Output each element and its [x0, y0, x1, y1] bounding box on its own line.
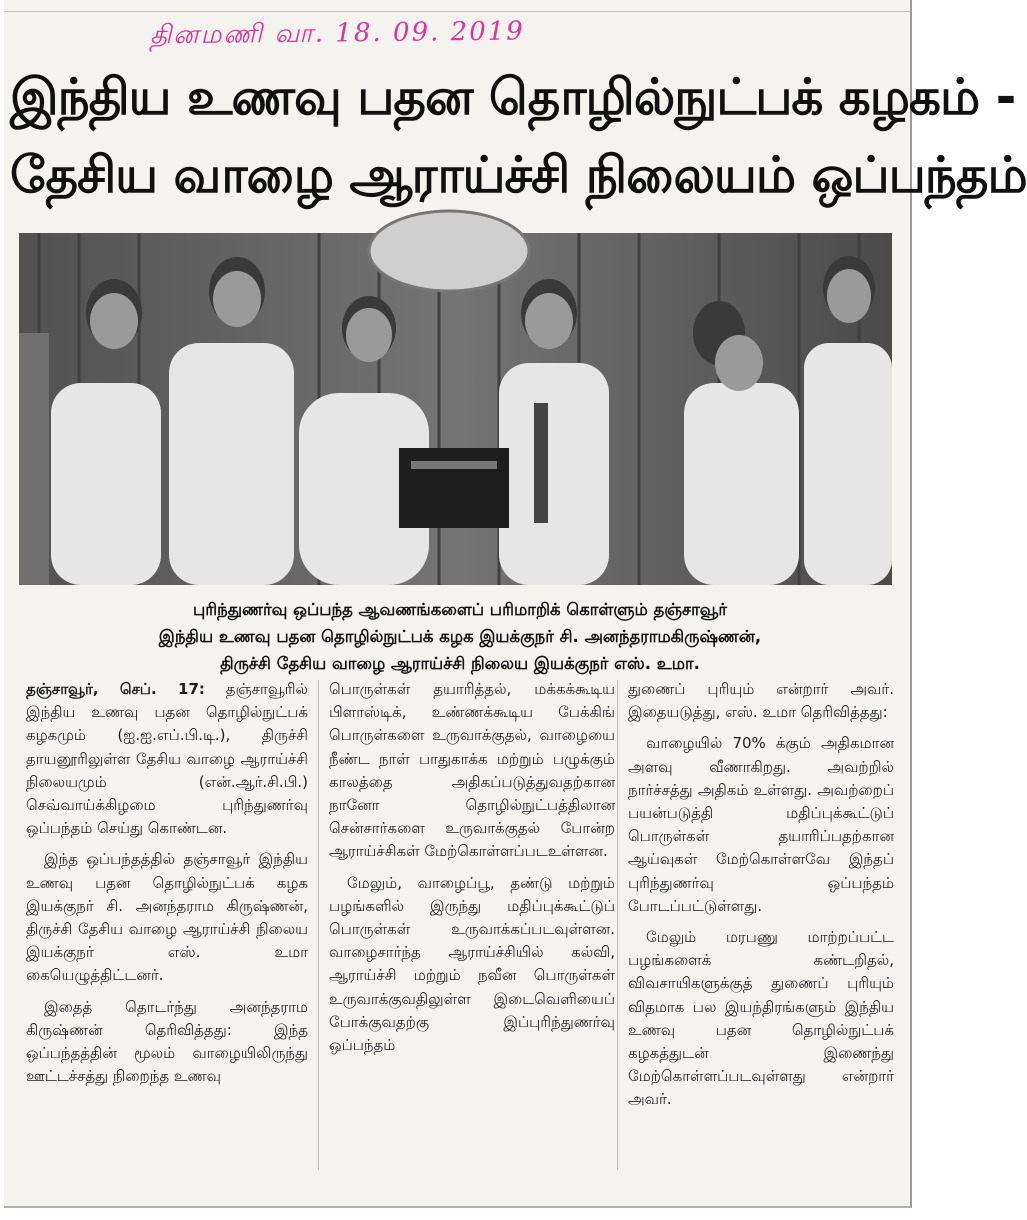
headline-line-2: தேசிய வாழை ஆராய்ச்சி நிலையம் ஒப்பந்தம்: [10, 146, 1027, 204]
article-body: [26, 678, 898, 1178]
article-paragraph: மேலும், வாழைப்பூ, தண்டு மற்றும் பழங்களில் இருந்து மதிப்புக்கூட்டுப் பொருள்கள் உருவாக்கப்படவுள்ளன. வாழைசார்ந்த ஆராய்ச்சியில் கல்வி, ஆராய்ச்சி மற்றும் நவீன பொருள்கள் உருவாக்குவதிலுள்ள இடைவெளியைப் போக்குவதற்கு இப்புரிந்துணர்வு ஒப்பந்தம்: [329, 873, 615, 1055]
previous-article-strip: [4, 0, 910, 12]
article-paragraph: இதைத் தொடர்ந்து அனந்தராம கிருஷ்ணன் தெரிவித்தது: இந்த ஒப்பந்தத்தின் மூலம் வாழையிலிருந்து ஊட்டச்சத்து நிறைந்த உணவு: [26, 997, 308, 1086]
article-column-3: [628, 678, 894, 1178]
article-paragraph: இந்த ஒப்பந்தத்தில் தஞ்சாவூர் இந்திய உணவு பதன தொழில்நுட்பக் கழக இயக்குநர் சி. அனந்தராம கிருஷ்ணன், திருச்சி தேசிய வாழை ஆராய்ச்சி நிலைய இயக்குநர் எஸ். உமா கையெழுத்திட்டனர்.: [26, 850, 308, 985]
article-paragraph: வாழையில் 70% க்கும் அதிகமான அளவு வீணாகிறது. அவற்றில் நார்ச்சத்து அதிகம் உள்ளது. அவற்றைப் பயன்படுத்தி மதிப்புக்கூட்டுப் பொருள்கள் தயாரிப்பதற்கான ஆய்வுகள் மேற்கொள்ளவே இந்தப் புரிந்துணர்வு ஒப்பந்தம் போடப்பட்டுள்ளது.: [628, 734, 894, 915]
headline-line-1: இந்திய உணவு பதன தொழில்நுட்பக் கழகம் -: [10, 68, 1016, 126]
article-paragraph: பொருள்கள் தயாரித்தல், மக்கக்கூடிய பிளாஸ்டிக், உண்ணக்கூடிய பேக்கிங் பொருள்களை உருவாக்குதல், வாழையை நீண்ட நாள் பாதுகாக்க மற்றும் பழுக்கும் காலத்தை அதிகப்படுத்துவதற்கான நானோ தொழில்நுட்பத்திலான சென்சார்களை உருவாக்குதல் போன்ற ஆராய்ச்சிகள் மேற்கொள்ளப்படஉள்ளன.: [329, 680, 615, 861]
caption-line-1: புரிந்துணர்வு ஒப்பந்த ஆவணங்களைப் பரிமாறிக் கொள்ளும் தஞ்சாவூர்: [192, 600, 728, 619]
group-photo-icon: [19, 233, 892, 585]
caption-line-2: இந்திய உணவு பதன தொழில்நுட்பக் கழக இயக்குநர் சி. அனந்தராமகிருஷ்ணன்,: [158, 627, 762, 646]
paragraph-text: தஞ்சாவூரில் இந்திய உணவு பதன தொழில்நுட்பக் கழகமும் (ஐ.ஐ.எப்.பி.டி.), திருச்சி தாயனூரிலுள்ள தேசிய வாழை ஆராய்ச்சி நிலையமும் (என்.ஆர்.சி.பி.) செவ்வாய்க்கிழமை புரிந்துணர்வு ஒப்பந்தம் செய்து கொண்டன.: [26, 680, 308, 838]
article-column-2: [329, 678, 615, 1178]
article-paragraph: துணைப் புரியும் என்றார் அவர். இதையடுத்து, எஸ். உமா தெரிவித்தது:: [628, 680, 894, 722]
article-column-1: [26, 678, 308, 1178]
dateline: தஞ்சாவூர், செப். 17:: [26, 680, 205, 698]
article-paragraph: மேலும் மரபணு மாற்றப்பட்ட பழங்களைக் கண்டறிதல், விவசாயிகளுக்குத் துணைப் புரியும் விதமாக பல இயந்திரங்களும் இந்திய உணவு பதன தொழில்நுட்பக் கழகத்துடன் இணைந்து மேற்கொள்ளப்படவுள்ளது என்றார் அவர்.: [628, 928, 894, 1109]
article-paragraph: [26, 678, 308, 840]
photo-caption: [40, 596, 880, 677]
handwritten-date-note: தினமணி வா. 18. 09. 2019: [149, 16, 525, 51]
caption-line-3: திருச்சி தேசிய வாழை ஆராய்ச்சி நிலைய இயக்குநர் எஸ். உமா.: [220, 654, 700, 673]
news-photo: [19, 233, 892, 585]
